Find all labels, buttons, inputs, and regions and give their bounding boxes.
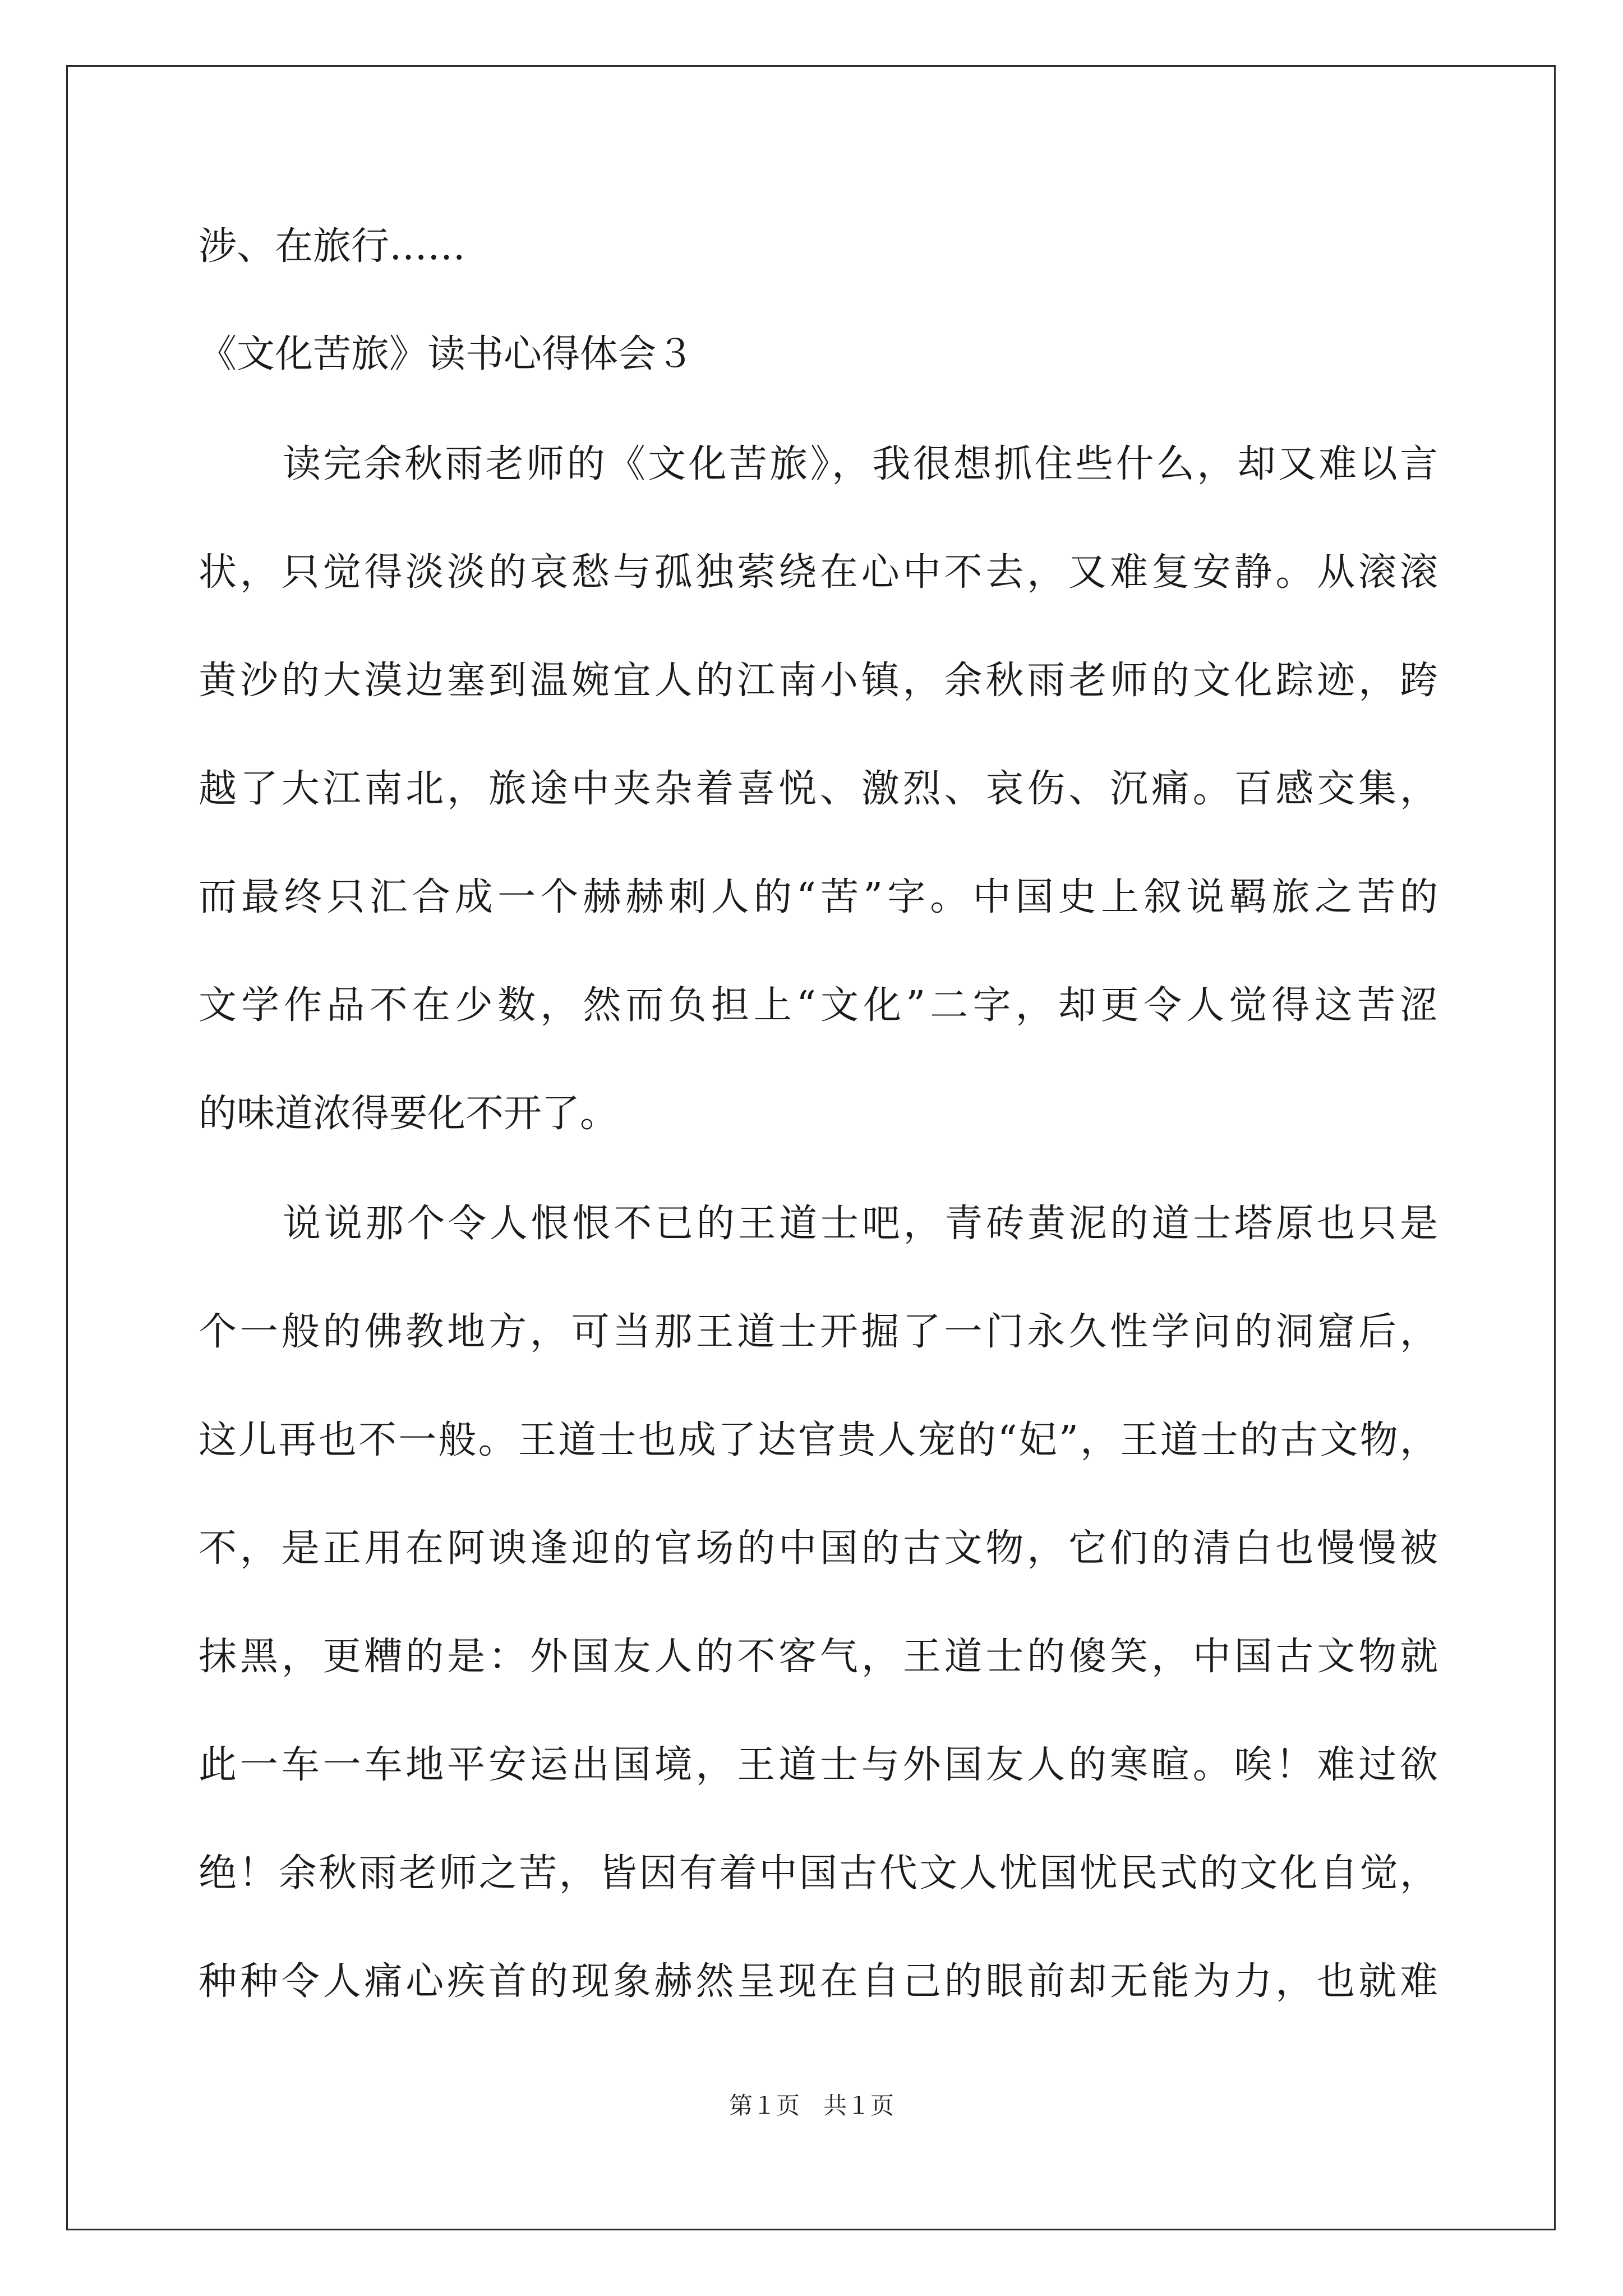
paragraph-line: 种种令人痛心疾首的现象赫然呈现在自己的眼前却无能为力，也就难 xyxy=(199,1959,1438,2004)
paragraph-line: 黄沙的大漠边塞到温婉宜人的江南小镇，余秋雨老师的文化踪迹，跨 xyxy=(199,659,1438,703)
text-line: 涉、在旅行…… xyxy=(199,224,466,269)
paragraph-line: 这儿再也不一般。王道士也成了达官贵人宠的“妃”，王道士的古文物， xyxy=(199,1418,1438,1462)
paragraph-line: 的味道浓得要化不开了。 xyxy=(199,1092,619,1136)
page-footer: 第１页 共１页 xyxy=(728,2092,894,2119)
paragraph-line: 越了大江南北，旅途中夹杂着喜悦、激烈、哀伤、沉痛。百感交集， xyxy=(199,767,1438,811)
paragraph-line: 个一般的佛教地方，可当那王道士开掘了一门永久性学问的洞窟后， xyxy=(199,1310,1438,1354)
paragraph-line: 此一车一车地平安运出国境，王道士与外国友人的寒暄。唉！难过欲 xyxy=(199,1743,1438,1787)
section-heading: 《文化苦旅》读书心得体会３ xyxy=(199,332,695,376)
paragraph-line: 状，只觉得淡淡的哀愁与孤独萦绕在心中不去，又难复安静。从滚滚 xyxy=(199,550,1438,595)
paragraph-line: 说说那个令人恨恨不已的王道士吧，青砖黄泥的道士塔原也只是 xyxy=(283,1202,1438,1246)
paragraph-line: 而最终只汇合成一个赫赫刺人的“苦”字。中国史上叙说羁旅之苦的 xyxy=(199,875,1438,919)
paragraph-line: 文学作品不在少数，然而负担上“文化”二字，却更令人觉得这苦涩 xyxy=(199,983,1438,1028)
paragraph-line: 不，是正用在阿谀逢迎的官场的中国的古文物，它们的清白也慢慢被 xyxy=(199,1526,1438,1571)
paragraph-line: 抹黑，更糟的是：外国友人的不客气，王道士的傻笑，中国古文物就 xyxy=(199,1635,1438,1679)
paragraph-line: 绝！余秋雨老师之苦，皆因有着中国古代文人忧国忧民式的文化自觉， xyxy=(199,1851,1438,1895)
paragraph-line: 读完余秋雨老师的《文化苦旅》，我很想抓住些什么，却又难以言 xyxy=(283,442,1438,486)
